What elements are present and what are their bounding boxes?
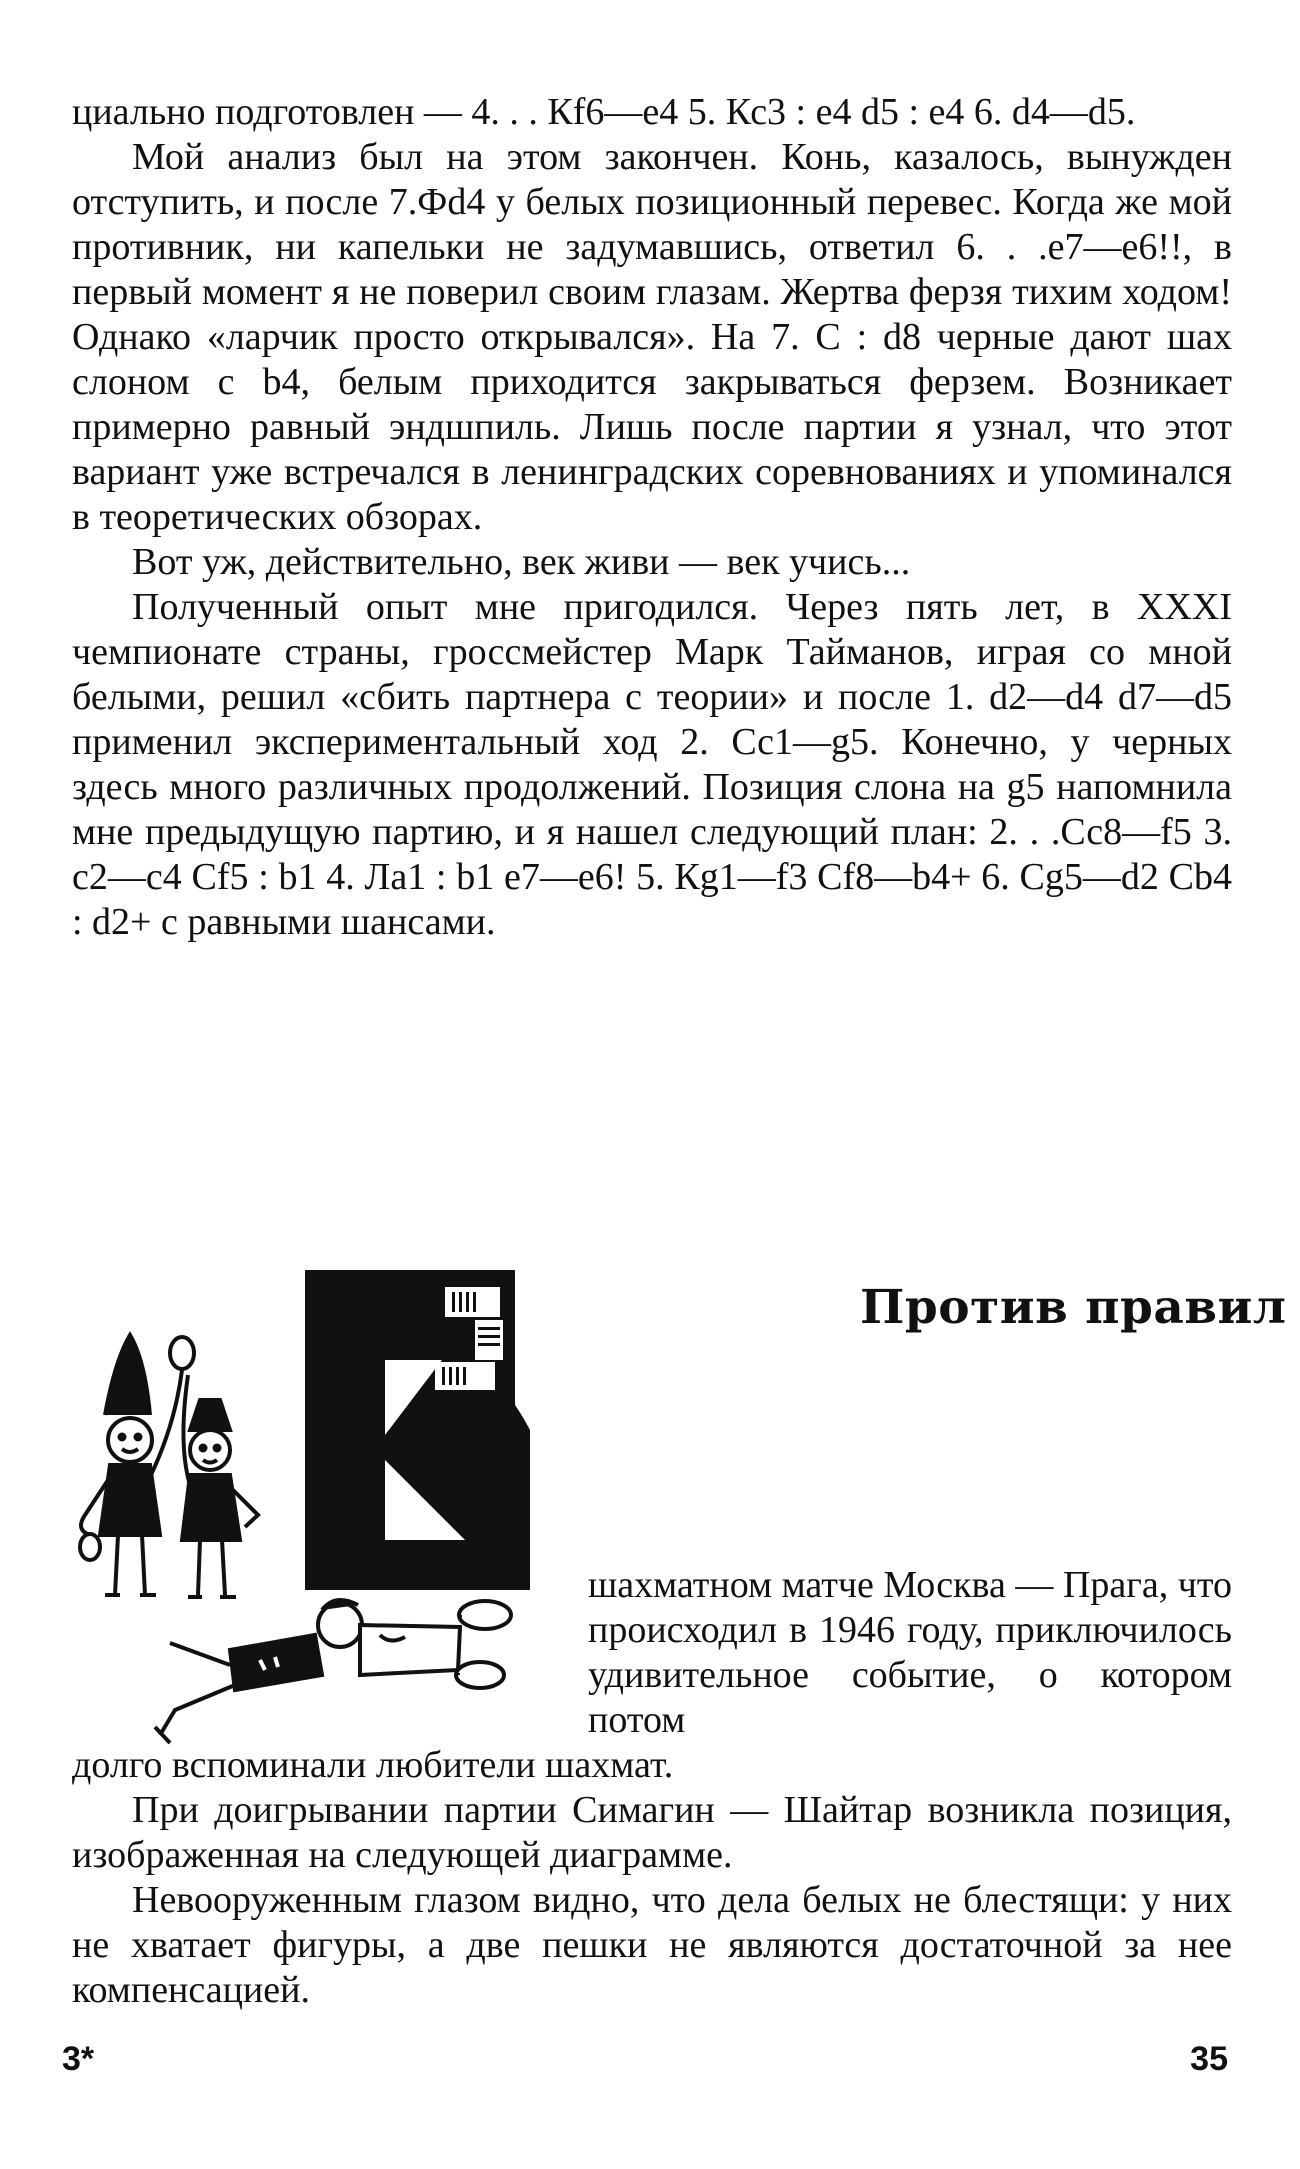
paragraph-2: Мой анализ был на этом закончен. Конь, казалось, вынужден отступить, и после 7.Фd4 у белых позиционный перевес. Когда же мой противник, ни капельки не задумавшись, ответил 6. . .е7—е6!!, в первый момент я не поверил своим глазам. Жертва ферзя тихим ходом! Однако «ларчик просто открывался». На 7. С : d8 черные дают шах слоном с b4, белым приходится закрываться ферзем. Возникает примерно равный эндшпиль. Лишь после партии я узнал, что этот вариант уже встречался в ленинградских соревнованиях и упоминался в теоретических обзорах. (72, 136, 1232, 538)
section-title: Против правил (860, 1280, 1287, 1335)
signature-mark: 3* (62, 2040, 95, 2078)
paragraph-4: Полученный опыт мне пригодился. Через пять лет, в XXXI чемпионате страны, гроссмейстер Марк Тайманов, играя со мной белыми, решил «сбить партнера с теории» и после 1. d2—d4 d7—d5 применил экспериментальный ход 2. Сс1—g5. Конечно, у черных здесь много различных продолжений. Позиция слона на g5 напомнила мне предыдущую партию, и я нашел следующий план: 2. . .Сс8—f5 3. с2—с4 Сf5 : b1 4. Ла1 : b1 е7—е6! 5. Кg1—f3 Сf8—b4+ 6. Сg5—d2 Сb4 : d2+ с равными шансами. (72, 586, 1232, 943)
paragraph-dropcap-tail: долго вспоминали любители шахмат. (72, 1744, 674, 1786)
paragraph-1: циально подготовлен — 4. . . Кf6—е4 5. Кс3 : е4 d5 : е4 6. d4—d5. (72, 91, 1136, 133)
left-figure (80, 1335, 194, 1595)
drop-cap-letter (305, 1270, 530, 1590)
bottom-text-block (72, 1743, 1232, 2013)
paragraph-5: При доигрывании партии Симагин — Шайтар возникла позиция, изображенная на следующей диаграмме. (72, 1789, 1232, 1876)
page-number: 35 (1190, 2040, 1228, 2078)
lying-figure (155, 1600, 511, 1743)
right-figure (182, 1375, 258, 1597)
paragraph-6: Невооруженным глазом видно, что дела белых не блестящи: у них не хватает фигуры, а две пешки не являются достаточной за нее компенсацией. (72, 1879, 1232, 2011)
paragraph-3: Вот уж, действительно, век живи — век учись... (132, 541, 911, 583)
dropcap-continuation: шахматном матче Москва — Прага, что происходил в 1946 году, приключилось удивительное событие, о котором потом (588, 1564, 1232, 1741)
top-text-block (72, 90, 1232, 945)
dropcap-illustration (60, 1265, 580, 1745)
